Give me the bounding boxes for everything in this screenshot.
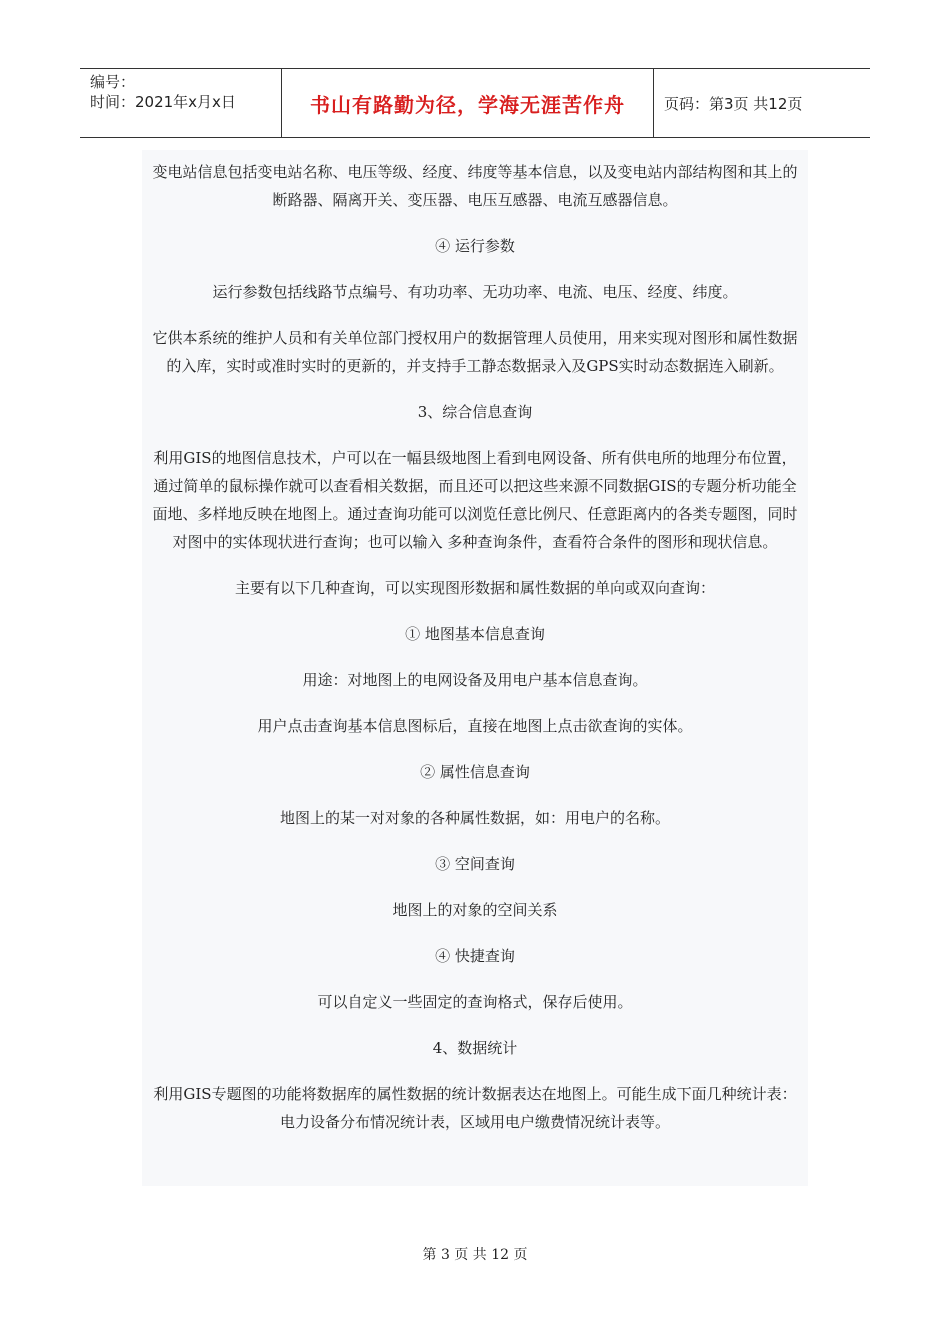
heading-basic-info-query: ① 地图基本信息查询 bbox=[405, 625, 545, 643]
header-motto: 书山有路勤为径，学海无涯苦作舟 bbox=[310, 92, 625, 117]
paragraph-maintenance: 它供本系统的维护人员和有关单位部门授权用户的数据管理人员使用，用来实现对图形和属性数据的入库，实时或准时实时的更新的，并支持手工静态数据录入及GPS实时动态数据连入刷新。 bbox=[152, 329, 798, 375]
paragraph-attribute-query: 地图上的某一对对象的各种属性数据，如：用电户的名称。 bbox=[279, 809, 670, 827]
heading-statistics: 4、数据统计 bbox=[432, 1039, 518, 1057]
header-motto-cell bbox=[282, 69, 654, 137]
page-footer bbox=[0, 1244, 950, 1264]
header-page-info-cell bbox=[654, 69, 870, 137]
heading-integrated-query: 3、综合信息查询 bbox=[417, 403, 533, 421]
paragraph-basic-query-usage: 用户点击查询基本信息图标后，直接在地图上点击欲查询的实体。 bbox=[257, 717, 693, 735]
paragraph-gis-query: 利用GIS的地图信息技术，户可以在一幅县级地图上看到电网设备、所有供电所的地理分布位置，通过简单的鼠标操作就可以查看相关数据，而且还可以把这些来源不同数据GIS的专题分析功能全面地、多样地反映在地图上。通过查询功能可以浏览任意比例尺、任意距离内的各类专题图，同时对图中的实体现状进行查询；也可以输入 多种查询条件，查看符合条件的图形和现状信息。 bbox=[152, 449, 798, 551]
paragraph-statistics: 利用GIS专题图的功能将数据库的属性数据的统计数据表达在地图上。可能生成下面几种统计表：电力设备分布情况统计表，区域用电户缴费情况统计表等。 bbox=[153, 1085, 797, 1131]
heading-run-parameters: ④ 运行参数 bbox=[435, 237, 515, 255]
page-header bbox=[80, 68, 870, 138]
paragraph-run-parameters: 运行参数包括线路节点编号、有功功率、无功功率、电流、电压、经度、纬度。 bbox=[212, 283, 738, 301]
heading-quick-query: ④ 快捷查询 bbox=[435, 947, 515, 965]
document-time-label: 时间：2021年x月x日 bbox=[90, 93, 236, 111]
document-number-label: 编号： bbox=[90, 73, 136, 91]
document-body bbox=[142, 150, 808, 1186]
paragraph-spatial-query: 地图上的对象的空间关系 bbox=[392, 901, 558, 919]
heading-attribute-query: ② 属性信息查询 bbox=[420, 763, 530, 781]
paragraph-query-types: 主要有以下几种查询，可以实现图形数据和属性数据的单向或双向查询： bbox=[234, 579, 715, 597]
paragraph-substation-info: 变电站信息包括变电站名称、电压等级、经度、纬度等基本信息，以及变电站内部结构图和其上的断路器、隔离开关、变压器、电压互感器、电流互感器信息。 bbox=[152, 163, 798, 209]
paragraph-basic-query-purpose: 用途：对地图上的电网设备及用电户基本信息查询。 bbox=[302, 671, 648, 689]
paragraph-quick-query: 可以自定义一些固定的查询格式，保存后使用。 bbox=[317, 993, 633, 1011]
heading-spatial-query: ③ 空间查询 bbox=[435, 855, 515, 873]
header-page-info: 页码：第3页 共12页 bbox=[664, 94, 803, 113]
footer-page-number: 第 3 页 共 12 页 bbox=[422, 1247, 528, 1263]
header-meta bbox=[80, 69, 282, 137]
